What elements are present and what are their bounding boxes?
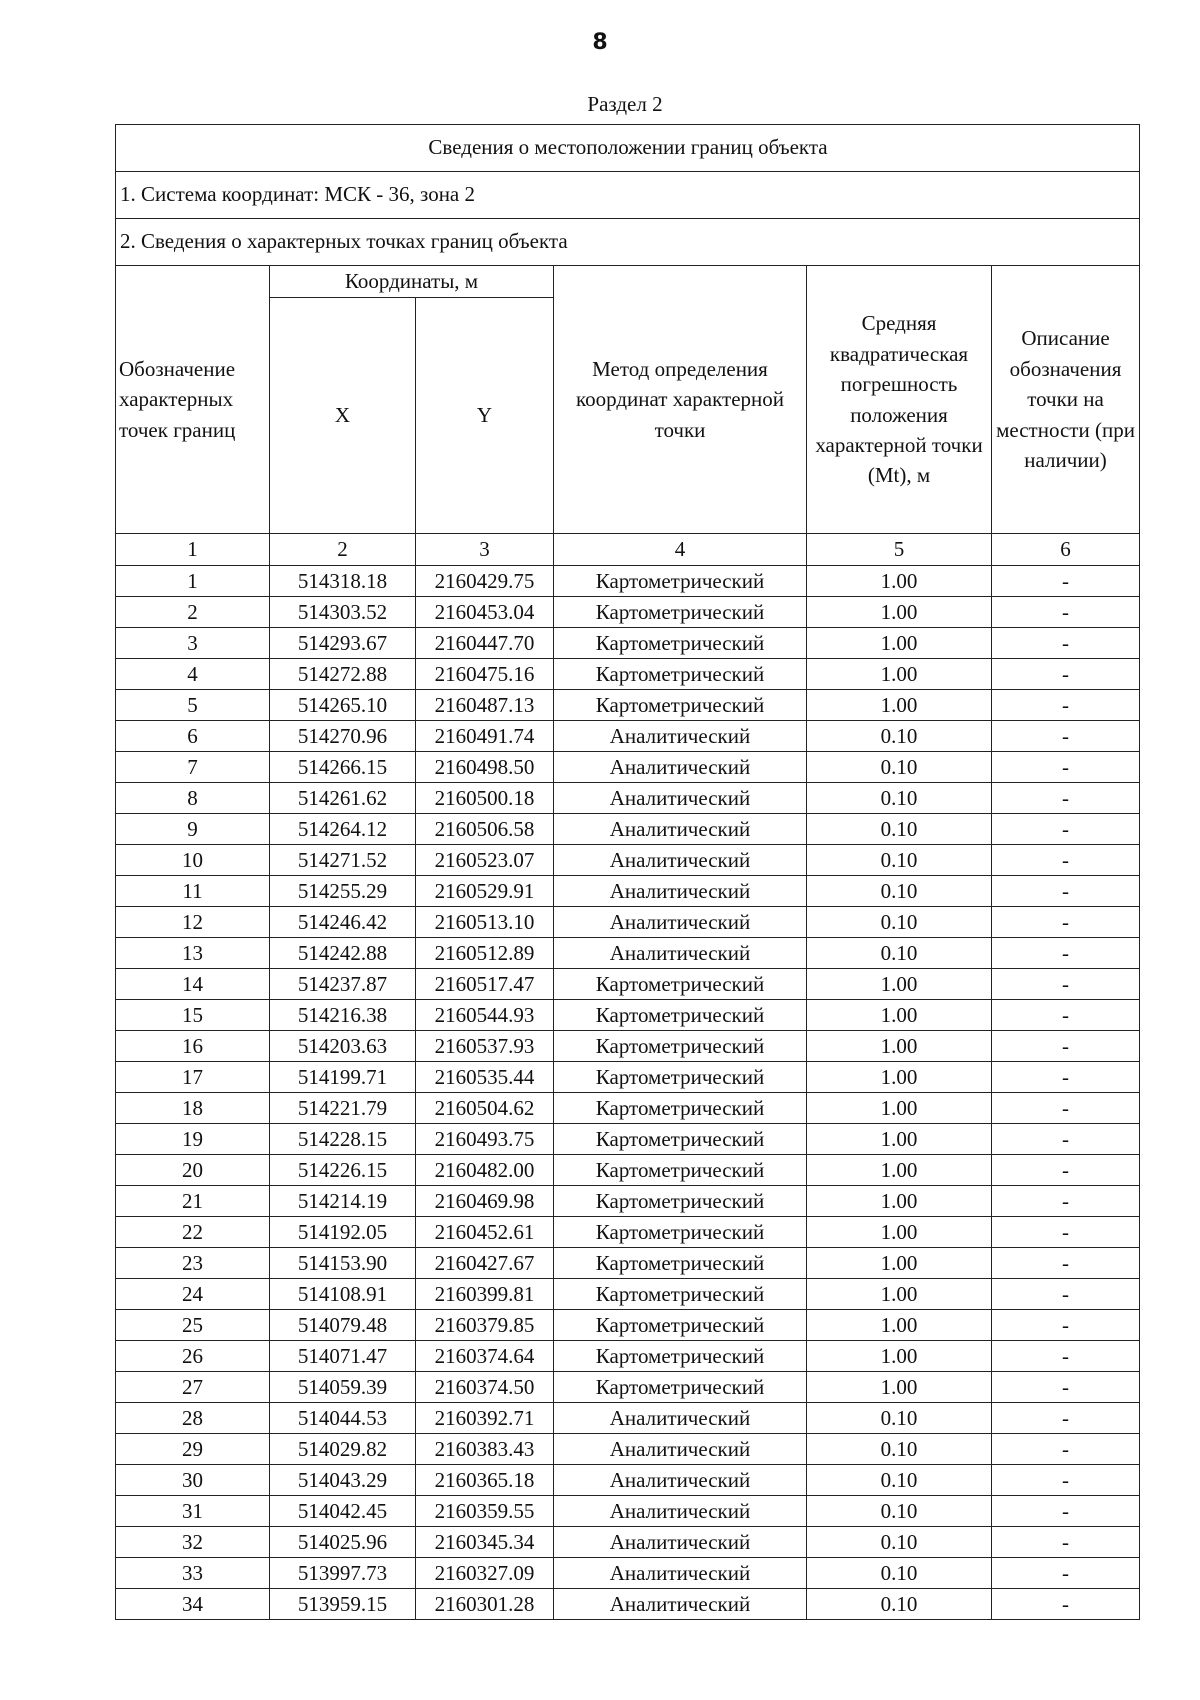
table-row: [116, 1372, 1140, 1403]
coord-y: 2160374.64: [416, 1341, 554, 1372]
coord-y: 2160506.58: [416, 814, 554, 845]
description: -: [992, 1155, 1140, 1186]
column-number-row: [116, 534, 1140, 566]
description: -: [992, 845, 1140, 876]
point-number: 13: [116, 938, 270, 969]
method: Картометрический: [554, 1124, 807, 1155]
coord-y: 2160475.16: [416, 659, 554, 690]
point-number: 17: [116, 1062, 270, 1093]
header-y: Y: [416, 298, 554, 534]
coord-y: 2160512.89: [416, 938, 554, 969]
point-number: 31: [116, 1496, 270, 1527]
coord-x: 514228.15: [270, 1124, 416, 1155]
description: -: [992, 1062, 1140, 1093]
header-coordinates: Координаты, м: [270, 266, 554, 298]
coord-y: 2160453.04: [416, 597, 554, 628]
column-number: 2: [270, 534, 416, 566]
description: -: [992, 1248, 1140, 1279]
description: -: [992, 566, 1140, 597]
point-number: 9: [116, 814, 270, 845]
point-number: 8: [116, 783, 270, 814]
error-mt: 1.00: [807, 1031, 992, 1062]
method: Аналитический: [554, 752, 807, 783]
coord-x: 514214.19: [270, 1186, 416, 1217]
error-mt: 1.00: [807, 1279, 992, 1310]
point-number: 10: [116, 845, 270, 876]
header-method: Метод определения координат характерной точки: [554, 266, 807, 534]
coord-x: 514216.38: [270, 1000, 416, 1031]
method: Аналитический: [554, 1496, 807, 1527]
coord-y: 2160535.44: [416, 1062, 554, 1093]
description: -: [992, 1341, 1140, 1372]
coord-y: 2160365.18: [416, 1465, 554, 1496]
coord-x: 514246.42: [270, 907, 416, 938]
method: Аналитический: [554, 845, 807, 876]
point-number: 5: [116, 690, 270, 721]
coord-y: 2160447.70: [416, 628, 554, 659]
description: -: [992, 1124, 1140, 1155]
point-number: 18: [116, 1093, 270, 1124]
error-mt: 1.00: [807, 597, 992, 628]
point-number: 2: [116, 597, 270, 628]
header-x: X: [270, 298, 416, 534]
description: -: [992, 690, 1140, 721]
coord-x: 513997.73: [270, 1558, 416, 1589]
description: -: [992, 1589, 1140, 1620]
coord-y: 2160383.43: [416, 1434, 554, 1465]
coord-y: 2160379.85: [416, 1310, 554, 1341]
point-number: 28: [116, 1403, 270, 1434]
method: Картометрический: [554, 1000, 807, 1031]
method: Аналитический: [554, 721, 807, 752]
description: -: [992, 876, 1140, 907]
description: -: [992, 1403, 1140, 1434]
error-mt: 0.10: [807, 814, 992, 845]
column-number: 6: [992, 534, 1140, 566]
table-row: [116, 1403, 1140, 1434]
description: -: [992, 721, 1140, 752]
coord-y: 2160301.28: [416, 1589, 554, 1620]
coord-x: 514203.63: [270, 1031, 416, 1062]
table-row: [116, 1217, 1140, 1248]
error-mt: 0.10: [807, 721, 992, 752]
error-mt: 1.00: [807, 1124, 992, 1155]
coord-x: 514059.39: [270, 1372, 416, 1403]
method: Аналитический: [554, 1589, 807, 1620]
header-error: Средняя квадратическая погрешность положения характерной точки (Mt), м: [807, 266, 992, 534]
description: -: [992, 1527, 1140, 1558]
coord-y: 2160359.55: [416, 1496, 554, 1527]
method: Картометрический: [554, 1310, 807, 1341]
point-number: 15: [116, 1000, 270, 1031]
description: -: [992, 659, 1140, 690]
coord-y: 2160345.34: [416, 1527, 554, 1558]
coord-y: 2160374.50: [416, 1372, 554, 1403]
coord-x: 514108.91: [270, 1279, 416, 1310]
coord-x: 514271.52: [270, 845, 416, 876]
table-row: [116, 907, 1140, 938]
coord-x: 514242.88: [270, 938, 416, 969]
error-mt: 0.10: [807, 752, 992, 783]
point-number: 20: [116, 1155, 270, 1186]
coord-y: 2160500.18: [416, 783, 554, 814]
error-mt: 0.10: [807, 1589, 992, 1620]
coord-y: 2160452.61: [416, 1217, 554, 1248]
method: Картометрический: [554, 566, 807, 597]
error-mt: 1.00: [807, 690, 992, 721]
table-row: [116, 1186, 1140, 1217]
error-mt: 1.00: [807, 1217, 992, 1248]
method: Картометрический: [554, 690, 807, 721]
table-row: [116, 1124, 1140, 1155]
method: Картометрический: [554, 1062, 807, 1093]
error-mt: 1.00: [807, 969, 992, 1000]
table-row: [116, 1279, 1140, 1310]
description: -: [992, 907, 1140, 938]
error-mt: 1.00: [807, 1155, 992, 1186]
coord-y: 2160427.67: [416, 1248, 554, 1279]
coordinate-system: 1. Система координат: МСК - 36, зона 2: [116, 172, 1140, 219]
method: Картометрический: [554, 628, 807, 659]
coord-x: 514025.96: [270, 1527, 416, 1558]
coord-y: 2160517.47: [416, 969, 554, 1000]
table-row: [116, 1465, 1140, 1496]
table-row: [116, 783, 1140, 814]
point-number: 25: [116, 1310, 270, 1341]
description: -: [992, 1496, 1140, 1527]
method: Картометрический: [554, 659, 807, 690]
table-row: [116, 814, 1140, 845]
table-row: [116, 1310, 1140, 1341]
table-row: [116, 690, 1140, 721]
error-mt: 1.00: [807, 628, 992, 659]
point-number: 14: [116, 969, 270, 1000]
error-mt: 0.10: [807, 1558, 992, 1589]
error-mt: 0.10: [807, 845, 992, 876]
point-number: 7: [116, 752, 270, 783]
table-row: [116, 969, 1140, 1000]
table-row: [116, 1434, 1140, 1465]
table-row: [116, 659, 1140, 690]
table-row: [116, 938, 1140, 969]
method: Картометрический: [554, 1031, 807, 1062]
coord-x: 514303.52: [270, 597, 416, 628]
method: Картометрический: [554, 1279, 807, 1310]
error-mt: 1.00: [807, 1186, 992, 1217]
error-mt: 0.10: [807, 783, 992, 814]
method: Аналитический: [554, 814, 807, 845]
error-mt: 0.10: [807, 1403, 992, 1434]
coord-x: 514042.45: [270, 1496, 416, 1527]
table-row: [116, 752, 1140, 783]
coord-y: 2160498.50: [416, 752, 554, 783]
coord-y: 2160399.81: [416, 1279, 554, 1310]
point-number: 26: [116, 1341, 270, 1372]
method: Аналитический: [554, 1465, 807, 1496]
column-number: 5: [807, 534, 992, 566]
point-number: 29: [116, 1434, 270, 1465]
error-mt: 1.00: [807, 1062, 992, 1093]
coord-x: 514318.18: [270, 566, 416, 597]
table-row: [116, 1496, 1140, 1527]
coord-x: 514192.05: [270, 1217, 416, 1248]
method: Картометрический: [554, 1186, 807, 1217]
table-row: [116, 1062, 1140, 1093]
coord-y: 2160429.75: [416, 566, 554, 597]
table-row: [116, 1000, 1140, 1031]
coord-x: 514265.10: [270, 690, 416, 721]
method: Аналитический: [554, 1403, 807, 1434]
error-mt: 1.00: [807, 1000, 992, 1031]
error-mt: 0.10: [807, 938, 992, 969]
coord-y: 2160537.93: [416, 1031, 554, 1062]
point-number: 6: [116, 721, 270, 752]
error-mt: 1.00: [807, 1093, 992, 1124]
coord-x: 514255.29: [270, 876, 416, 907]
coord-x: 514264.12: [270, 814, 416, 845]
error-mt: 0.10: [807, 876, 992, 907]
table-row: [116, 721, 1140, 752]
coord-x: 514272.88: [270, 659, 416, 690]
table-row: [116, 1558, 1140, 1589]
coord-x: 514261.62: [270, 783, 416, 814]
coord-y: 2160392.71: [416, 1403, 554, 1434]
section-title: Раздел 2: [587, 92, 663, 116]
point-number: 30: [116, 1465, 270, 1496]
description: -: [992, 1217, 1140, 1248]
method: Аналитический: [554, 1558, 807, 1589]
error-mt: 1.00: [807, 566, 992, 597]
point-number: 33: [116, 1558, 270, 1589]
table-row: [116, 876, 1140, 907]
point-number: 34: [116, 1589, 270, 1620]
table-row: [116, 845, 1140, 876]
error-mt: 1.00: [807, 1310, 992, 1341]
coord-y: 2160482.00: [416, 1155, 554, 1186]
coord-x: 514029.82: [270, 1434, 416, 1465]
description: -: [992, 1000, 1140, 1031]
method: Картометрический: [554, 1248, 807, 1279]
error-mt: 0.10: [807, 1527, 992, 1558]
error-mt: 1.00: [807, 659, 992, 690]
description: -: [992, 969, 1140, 1000]
method: Картометрический: [554, 969, 807, 1000]
description: -: [992, 1186, 1140, 1217]
error-mt: 1.00: [807, 1248, 992, 1279]
coord-x: 514270.96: [270, 721, 416, 752]
description: -: [992, 1279, 1140, 1310]
method: Картометрический: [554, 597, 807, 628]
point-number: 19: [116, 1124, 270, 1155]
table-row: [116, 1248, 1140, 1279]
point-number: 11: [116, 876, 270, 907]
description: -: [992, 752, 1140, 783]
description: -: [992, 1310, 1140, 1341]
error-mt: 0.10: [807, 1465, 992, 1496]
method: Картометрический: [554, 1372, 807, 1403]
coord-x: 514043.29: [270, 1465, 416, 1496]
point-number: 24: [116, 1279, 270, 1310]
method: Аналитический: [554, 938, 807, 969]
table-row: [116, 1527, 1140, 1558]
point-number: 12: [116, 907, 270, 938]
coord-x: 513959.15: [270, 1589, 416, 1620]
method: Картометрический: [554, 1341, 807, 1372]
boundary-points-table: [115, 124, 1140, 1620]
point-number: 21: [116, 1186, 270, 1217]
column-number: 4: [554, 534, 807, 566]
method: Аналитический: [554, 783, 807, 814]
coord-x: 514237.87: [270, 969, 416, 1000]
table-row: [116, 597, 1140, 628]
coord-y: 2160504.62: [416, 1093, 554, 1124]
table-title: Сведения о местоположении границ объекта: [116, 125, 1140, 172]
coord-y: 2160327.09: [416, 1558, 554, 1589]
table-row: [116, 566, 1140, 597]
method: Аналитический: [554, 1434, 807, 1465]
description: -: [992, 1093, 1140, 1124]
point-number: 4: [116, 659, 270, 690]
method: Аналитический: [554, 876, 807, 907]
coord-y: 2160491.74: [416, 721, 554, 752]
coord-x: 514226.15: [270, 1155, 416, 1186]
coord-y: 2160487.13: [416, 690, 554, 721]
table-row: [116, 628, 1140, 659]
point-number: 1: [116, 566, 270, 597]
point-number: 27: [116, 1372, 270, 1403]
description: -: [992, 1031, 1140, 1062]
description: -: [992, 783, 1140, 814]
error-mt: 0.10: [807, 1496, 992, 1527]
header-point-designation: Обозначение характерных точек границ: [116, 266, 270, 534]
coord-x: 514044.53: [270, 1403, 416, 1434]
description: -: [992, 814, 1140, 845]
method: Картометрический: [554, 1093, 807, 1124]
table-row: [116, 1155, 1140, 1186]
column-number: 1: [116, 534, 270, 566]
page-number: 8: [592, 30, 608, 55]
point-number: 23: [116, 1248, 270, 1279]
description: -: [992, 1558, 1140, 1589]
description: -: [992, 1372, 1140, 1403]
coord-x: 514266.15: [270, 752, 416, 783]
point-number: 16: [116, 1031, 270, 1062]
point-number: 32: [116, 1527, 270, 1558]
column-number: 3: [416, 534, 554, 566]
points-section-title: 2. Сведения о характерных точках границ объекта: [116, 219, 1140, 266]
coord-y: 2160469.98: [416, 1186, 554, 1217]
table-row: [116, 1589, 1140, 1620]
method: Аналитический: [554, 1527, 807, 1558]
coord-y: 2160523.07: [416, 845, 554, 876]
method: Картометрический: [554, 1155, 807, 1186]
coord-y: 2160529.91: [416, 876, 554, 907]
coord-y: 2160513.10: [416, 907, 554, 938]
coord-x: 514153.90: [270, 1248, 416, 1279]
description: -: [992, 597, 1140, 628]
method: Картометрический: [554, 1217, 807, 1248]
description: -: [992, 1465, 1140, 1496]
error-mt: 0.10: [807, 1434, 992, 1465]
error-mt: 0.10: [807, 907, 992, 938]
header-description: Описание обозначения точки на местности (при наличии): [992, 266, 1140, 534]
method: Аналитический: [554, 907, 807, 938]
point-number: 22: [116, 1217, 270, 1248]
coord-x: 514071.47: [270, 1341, 416, 1372]
description: -: [992, 1434, 1140, 1465]
coord-x: 514079.48: [270, 1310, 416, 1341]
coord-y: 2160493.75: [416, 1124, 554, 1155]
point-number: 3: [116, 628, 270, 659]
table-row: [116, 1093, 1140, 1124]
coord-y: 2160544.93: [416, 1000, 554, 1031]
table-row: [116, 1031, 1140, 1062]
coord-x: 514199.71: [270, 1062, 416, 1093]
coord-x: 514221.79: [270, 1093, 416, 1124]
error-mt: 1.00: [807, 1372, 992, 1403]
error-mt: 1.00: [807, 1341, 992, 1372]
coord-x: 514293.67: [270, 628, 416, 659]
description: -: [992, 628, 1140, 659]
description: -: [992, 938, 1140, 969]
table-row: [116, 1341, 1140, 1372]
